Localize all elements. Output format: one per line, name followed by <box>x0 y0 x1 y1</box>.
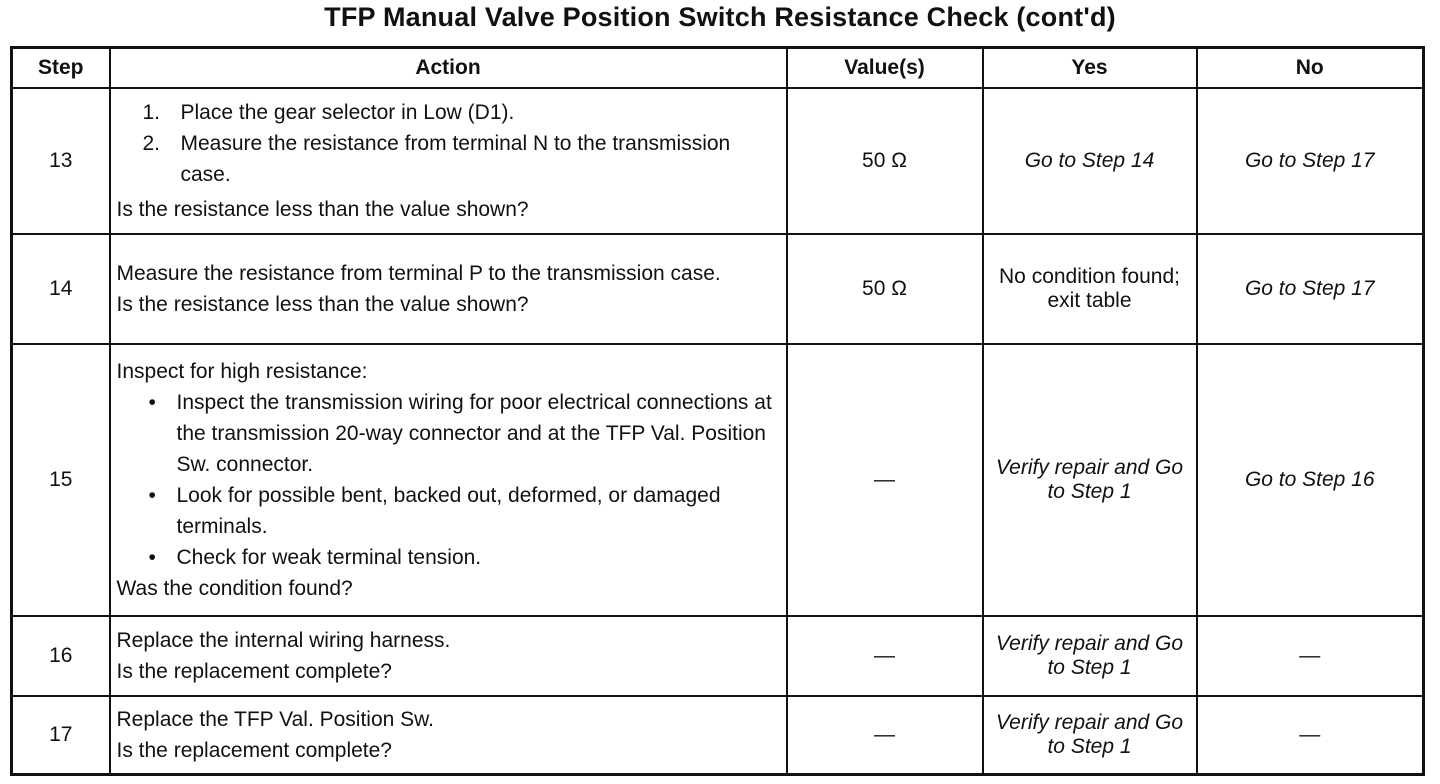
action-question: Is the replacement complete? <box>116 738 392 762</box>
yes-cell: Verify repair and Go to Step 1 <box>983 344 1197 616</box>
bullet-item <box>117 480 780 542</box>
action-cell <box>110 696 787 774</box>
header-step: Step <box>12 48 110 89</box>
no-cell: Go to Step 16 <box>1197 344 1424 616</box>
step-number: 14 <box>12 234 110 344</box>
action-item-number: 2. <box>142 132 161 155</box>
yes-cell: Verify repair and Go to Step 1 <box>983 696 1197 774</box>
bullet-icon: • <box>148 546 156 569</box>
table-row <box>12 234 1424 344</box>
table-row <box>12 88 1424 234</box>
action-item-number: 1. <box>142 101 161 124</box>
yes-cell: No condition found; exit table <box>983 234 1197 344</box>
value-cell: — <box>787 696 983 774</box>
no-cell: Go to Step 17 <box>1197 88 1424 234</box>
action-text: Replace the internal wiring harness. <box>116 629 451 652</box>
header-yes: Yes <box>983 48 1197 89</box>
no-cell: — <box>1197 616 1424 696</box>
action-text: Inspect for high resistance: <box>116 360 368 383</box>
action-text: Replace the TFP Val. Position Sw. <box>116 707 435 731</box>
action-cell <box>110 88 787 234</box>
bullet-text: Look for possible bent, backed out, deformed, or damaged terminals. <box>176 484 721 538</box>
action-cell <box>110 234 787 344</box>
value-cell: 50 Ω <box>787 88 983 234</box>
bullet-text: Inspect the transmission wiring for poor electrical connections at the transmission 20-way connector and at the TFP Val. Position Sw. connector. <box>176 391 772 476</box>
bullet-text: Check for weak terminal tension. <box>176 546 482 569</box>
step-number: 17 <box>12 696 110 774</box>
action-question: Is the resistance less than the value shown? <box>116 198 529 221</box>
action-text: Measure the resistance from terminal P to the transmission case. <box>116 262 721 285</box>
step-number: 13 <box>12 88 110 234</box>
action-item <box>117 97 780 128</box>
action-question: Is the resistance less than the value shown? <box>116 293 529 316</box>
value-cell: 50 Ω <box>787 234 983 344</box>
value-cell: — <box>787 344 983 616</box>
page-title: TFP Manual Valve Position Switch Resistance Check (cont'd) <box>324 2 1116 32</box>
no-cell: Go to Step 17 <box>1197 234 1424 344</box>
action-question: Is the replacement complete? <box>116 660 392 683</box>
header-no: No <box>1197 48 1424 89</box>
action-cell <box>110 344 787 616</box>
table-row <box>12 696 1424 774</box>
step-number: 15 <box>12 344 110 616</box>
step-number: 16 <box>12 616 110 696</box>
header-action: Action <box>110 48 787 89</box>
bullet-item <box>117 542 780 573</box>
action-question: Was the condition found? <box>116 577 353 600</box>
action-item-text: Place the gear selector in Low (D1). <box>180 101 515 124</box>
action-item-text: Measure the resistance from terminal N to the transmission case. <box>180 132 731 186</box>
value-cell: — <box>787 616 983 696</box>
yes-cell: Go to Step 14 <box>983 88 1197 234</box>
yes-cell: Verify repair and Go to Step 1 <box>983 616 1197 696</box>
table-row <box>12 616 1424 696</box>
bullet-icon: • <box>148 484 156 507</box>
table-row <box>12 344 1424 616</box>
bullet-icon: • <box>148 391 156 414</box>
no-cell: — <box>1197 696 1424 774</box>
bullet-item <box>117 387 780 480</box>
action-item <box>117 128 780 190</box>
diagnostic-table <box>10 46 1425 776</box>
action-cell <box>110 616 787 696</box>
header-row <box>12 48 1424 89</box>
header-values: Value(s) <box>787 48 983 89</box>
